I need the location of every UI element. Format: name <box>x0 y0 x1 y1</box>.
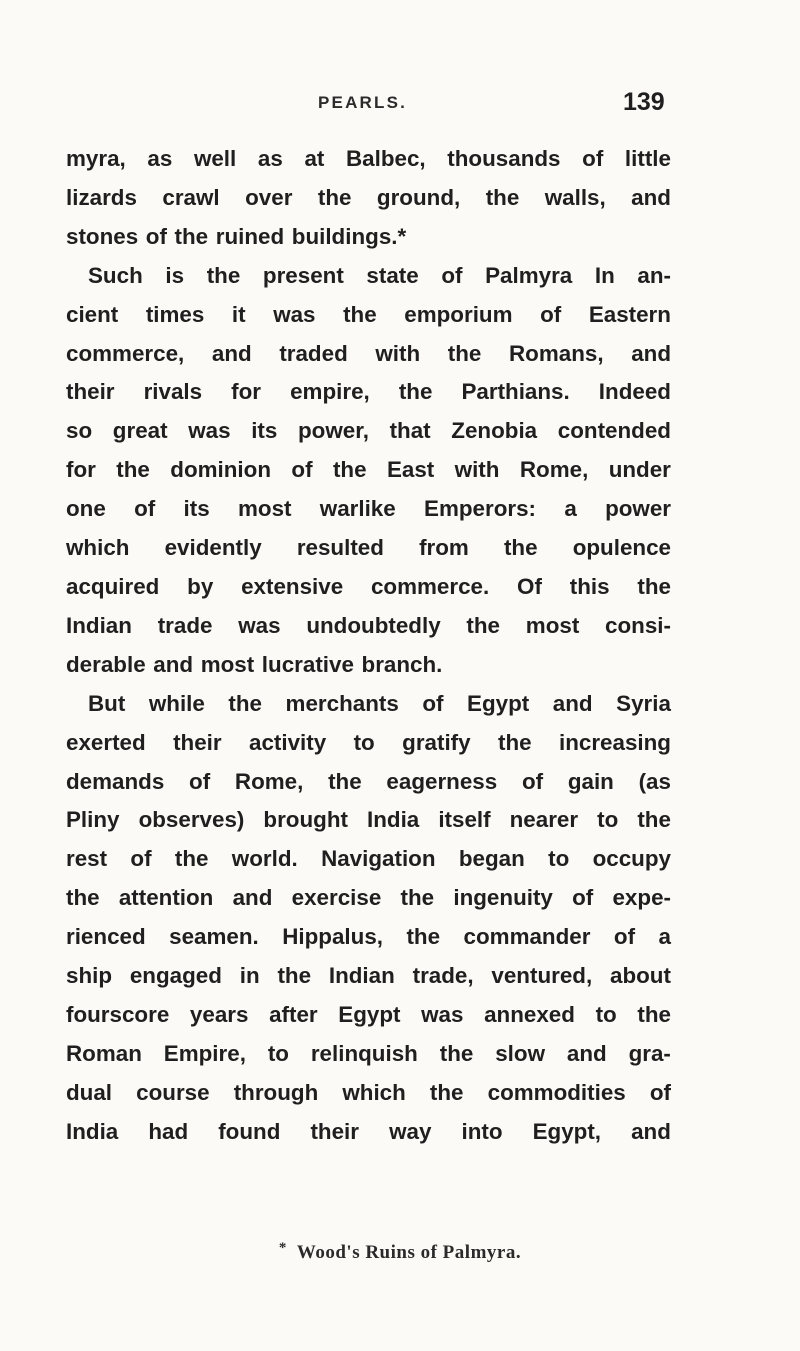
word: expe- <box>612 885 671 911</box>
word: through <box>233 1079 319 1105</box>
word: commander <box>463 924 591 950</box>
word: of <box>540 301 562 327</box>
word: for <box>231 379 262 405</box>
word: Indian <box>328 963 395 989</box>
word: over <box>245 184 293 210</box>
word: and <box>552 690 593 716</box>
word: power <box>605 496 671 522</box>
word: Such <box>88 262 143 288</box>
word: gain <box>567 768 614 794</box>
word: ground, <box>376 184 461 210</box>
word: the <box>485 184 520 210</box>
word: which <box>342 1079 406 1105</box>
word: India <box>66 1118 119 1144</box>
word: to <box>267 1040 289 1066</box>
word: a <box>564 496 577 522</box>
word: the <box>400 885 435 911</box>
word: and <box>631 340 671 366</box>
page-number: 139 <box>623 88 665 116</box>
word: and <box>566 1040 607 1066</box>
text-line <box>66 996 671 1035</box>
word: as <box>257 146 283 171</box>
word: Syria <box>616 690 671 716</box>
word: the <box>398 379 433 405</box>
word: while <box>148 690 205 716</box>
word: In <box>594 262 615 288</box>
word: of <box>291 457 313 483</box>
word: crawl <box>162 184 220 210</box>
word: trade <box>157 612 213 638</box>
word: state <box>366 262 419 288</box>
word: the <box>343 301 377 327</box>
body-text <box>66 140 671 1152</box>
text-line <box>66 568 671 607</box>
word: exercise <box>291 885 382 911</box>
text-line <box>66 257 671 296</box>
word: dual <box>66 1079 113 1105</box>
word: observes) <box>138 807 245 833</box>
word: ruined <box>215 223 285 249</box>
word: India <box>367 807 420 833</box>
word: after <box>269 1001 318 1027</box>
text-line <box>66 1113 671 1152</box>
word: Eastern <box>588 301 671 327</box>
word: the <box>174 223 209 249</box>
word: a <box>658 924 671 950</box>
word: extensive <box>241 573 344 599</box>
word: this <box>569 573 610 599</box>
word: little <box>624 146 671 171</box>
word: the <box>447 340 482 366</box>
word: was <box>421 1001 464 1027</box>
word: at <box>304 146 325 171</box>
word: myra, <box>66 146 126 171</box>
word: from <box>419 535 469 561</box>
word: the <box>637 1001 671 1027</box>
text-line <box>66 335 671 374</box>
word: years <box>189 1001 249 1027</box>
word: commerce. <box>370 573 490 599</box>
word: and <box>211 340 252 366</box>
word: Empire, <box>163 1040 246 1066</box>
word: increasing <box>558 729 671 755</box>
word: lucrative <box>261 651 354 677</box>
word: Egypt <box>467 690 530 716</box>
word: to <box>353 729 375 755</box>
word: evidently <box>164 535 262 561</box>
word: of <box>134 496 156 522</box>
word: Emperors: <box>424 496 537 522</box>
word: way <box>389 1118 432 1144</box>
word: the <box>116 457 150 483</box>
word: of <box>582 146 604 171</box>
word: eagerness <box>386 768 498 794</box>
word: relinquish <box>310 1040 418 1066</box>
text-line <box>66 490 671 529</box>
word: warlike <box>319 496 396 522</box>
word: the <box>439 1040 474 1066</box>
word: trade, <box>412 963 474 989</box>
word: But <box>88 690 126 716</box>
text-line <box>66 763 671 802</box>
word: itself <box>438 807 491 833</box>
word: most <box>237 496 292 522</box>
text-line <box>66 1035 671 1074</box>
text-line <box>66 646 671 685</box>
word: world. <box>231 846 298 872</box>
word: seamen. <box>169 924 259 950</box>
word: of <box>145 223 167 249</box>
word: the <box>429 1079 464 1105</box>
word: of <box>572 885 594 911</box>
word: occupy <box>592 846 671 872</box>
word: Egypt, <box>532 1118 602 1144</box>
word: the <box>328 768 362 794</box>
word: to <box>597 807 619 833</box>
word: and <box>153 651 194 677</box>
word: exerted <box>66 729 146 755</box>
word: began <box>458 846 525 872</box>
word: consi- <box>605 612 671 638</box>
word: the <box>637 807 671 833</box>
text-line <box>66 140 671 179</box>
word: of <box>422 690 444 716</box>
word: merchants <box>285 690 399 716</box>
text-line <box>66 373 671 412</box>
text-line <box>66 1074 671 1113</box>
word: slow <box>495 1040 545 1066</box>
text-line <box>66 801 671 840</box>
word: derable <box>66 651 146 677</box>
word: it <box>231 301 246 327</box>
word: its <box>251 418 278 444</box>
word: the <box>206 262 241 288</box>
word: the <box>317 184 352 210</box>
word: acquired <box>66 573 160 599</box>
word: brought <box>263 807 348 833</box>
word: East <box>386 457 435 483</box>
word: and <box>631 1118 671 1144</box>
word: into <box>461 1118 503 1144</box>
word: gra- <box>628 1040 671 1066</box>
word: of <box>649 1079 671 1105</box>
word: the <box>66 885 100 911</box>
word: Pliny <box>66 807 120 833</box>
word: Romans, <box>509 340 604 366</box>
word: was <box>273 301 316 327</box>
word: which <box>66 535 130 561</box>
word: was <box>188 418 231 444</box>
word: the <box>332 457 367 483</box>
word: Egypt <box>338 1001 401 1027</box>
word: commodities <box>487 1079 626 1105</box>
word: one <box>66 496 106 522</box>
word: most <box>525 612 580 638</box>
word: walls, <box>544 184 606 210</box>
text-line <box>66 724 671 763</box>
word: and <box>232 885 273 911</box>
word: the <box>406 924 441 950</box>
text-line <box>66 607 671 646</box>
word: power, <box>298 418 369 444</box>
footnote <box>0 1240 800 1264</box>
word: nearer <box>509 807 579 833</box>
word: rienced <box>66 924 146 950</box>
text-line <box>66 179 671 218</box>
word: with <box>454 457 500 483</box>
word: lizards <box>66 184 137 210</box>
word: that <box>389 418 431 444</box>
word: demands <box>66 768 165 794</box>
word: and <box>631 184 671 210</box>
word: found <box>218 1118 281 1144</box>
text-line <box>66 451 671 490</box>
word: stones <box>66 223 139 249</box>
word: is <box>165 262 185 288</box>
running-header <box>0 88 800 128</box>
word: cient <box>66 301 119 327</box>
footnote-text: Wood's Ruins of Palmyra. <box>296 1242 522 1263</box>
word: Hippalus, <box>282 924 383 950</box>
word: buildings.* <box>291 223 407 249</box>
word: an- <box>637 262 671 288</box>
word: as <box>147 146 173 171</box>
text-line <box>66 529 671 568</box>
word: rest <box>66 846 108 872</box>
word: resulted <box>296 535 384 561</box>
word: traded <box>279 340 348 366</box>
word: ship <box>66 963 113 989</box>
word: of <box>521 768 544 794</box>
word: Zenobia <box>451 418 538 444</box>
word: undoubtedly <box>306 612 441 638</box>
word: the <box>497 729 532 755</box>
word: opulence <box>572 535 671 561</box>
word: thousands <box>447 146 561 171</box>
word: the <box>637 573 671 599</box>
word: in <box>239 963 260 989</box>
word: Rome, <box>234 768 304 794</box>
word: of <box>441 262 463 288</box>
word: engaged <box>129 963 222 989</box>
word: Indeed <box>598 379 671 405</box>
word: their <box>310 1118 359 1144</box>
word: commerce, <box>66 340 185 366</box>
word: course <box>136 1079 210 1105</box>
word: Navigation <box>321 846 436 872</box>
text-line <box>66 840 671 879</box>
running-title: PEARLS. <box>318 93 408 112</box>
word: present <box>262 262 344 288</box>
word: contended <box>557 418 671 444</box>
footnote-marker: * <box>278 1240 287 1256</box>
word: the <box>174 846 209 872</box>
word: Balbec, <box>346 146 426 171</box>
word: its <box>183 496 210 522</box>
word: to <box>595 1001 617 1027</box>
word: Indian <box>66 612 132 638</box>
text-line <box>66 879 671 918</box>
word: Of <box>517 573 542 599</box>
word: annexed <box>484 1001 575 1027</box>
word: fourscore <box>66 1001 170 1027</box>
word: most <box>200 651 255 677</box>
text-line <box>66 218 671 257</box>
word: the <box>503 535 538 561</box>
word: (as <box>638 768 671 794</box>
word: well <box>193 146 237 171</box>
word: for <box>66 457 96 483</box>
word: gratify <box>402 729 471 755</box>
text-line <box>66 412 671 451</box>
word: emporium <box>404 301 513 327</box>
word: attention <box>118 885 214 911</box>
word: great <box>112 418 168 444</box>
word: Parthians. <box>461 379 570 405</box>
word: dominion <box>170 457 272 483</box>
word: Roman <box>66 1040 142 1066</box>
text-line <box>66 918 671 957</box>
word: their <box>66 379 115 405</box>
word: branch. <box>361 651 443 677</box>
word: the <box>228 690 262 716</box>
word: of <box>189 768 211 794</box>
word: their <box>173 729 222 755</box>
word: under <box>608 457 671 483</box>
word: of <box>613 924 636 950</box>
word: ingenuity <box>453 885 553 911</box>
word: with <box>375 340 421 366</box>
word: so <box>66 418 93 444</box>
word: times <box>145 301 205 327</box>
text-line <box>66 685 671 724</box>
word: was <box>238 612 281 638</box>
word: activity <box>249 729 327 755</box>
text-line <box>66 957 671 996</box>
word: to <box>548 846 570 872</box>
word: by <box>187 573 214 599</box>
word: about <box>610 963 671 989</box>
word: rivals <box>143 379 203 405</box>
word: Palmyra <box>485 262 573 288</box>
word: had <box>148 1118 189 1144</box>
text-line <box>66 296 671 335</box>
word: of <box>130 846 152 872</box>
word: empire, <box>290 379 370 405</box>
word: the <box>466 612 501 638</box>
word: Rome, <box>519 457 589 483</box>
word: ventured, <box>491 963 593 989</box>
word: the <box>277 963 312 989</box>
